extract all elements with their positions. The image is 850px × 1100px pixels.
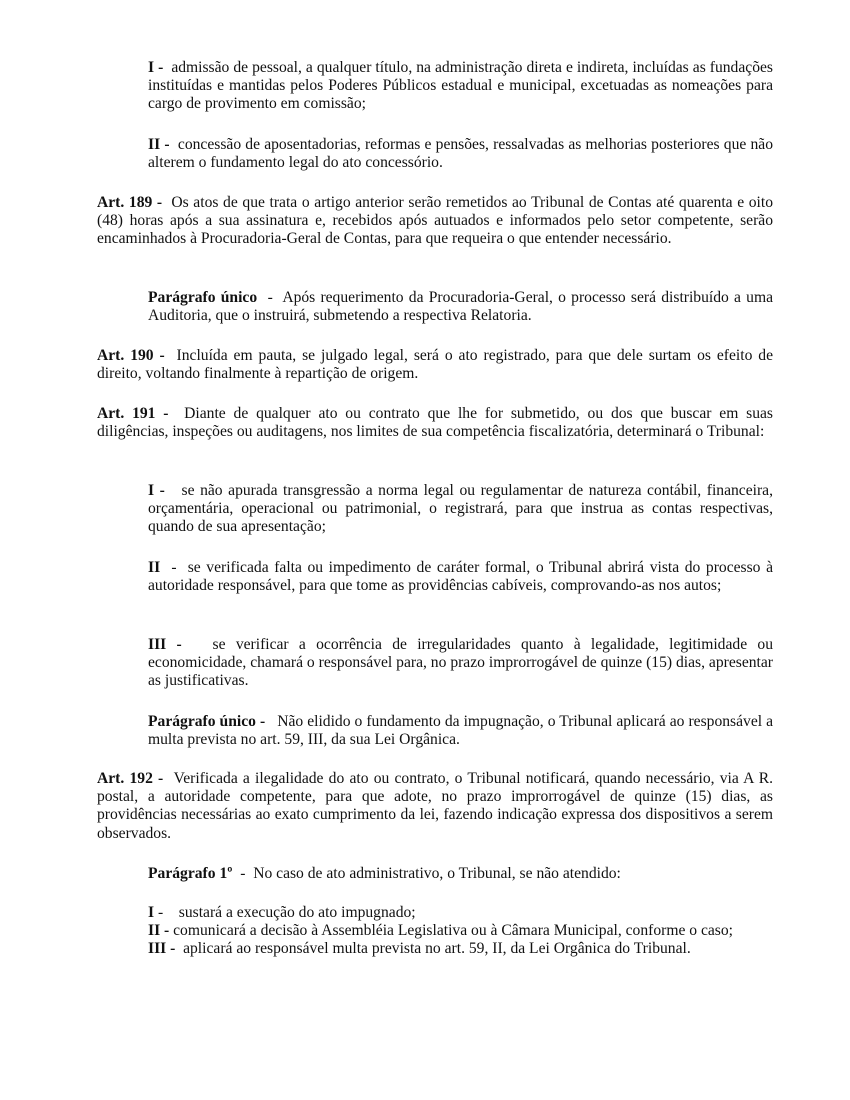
article-189	[97, 194, 773, 249]
paragraph-unico-189	[148, 289, 773, 325]
article-text: Os atos de que trata o artigo anterior serão remetidos ao Tribunal de Contas até quarenta e oito (48) horas após a sua assinatura e, recebidos após autuados e informados pelo setor competente, serão encaminhados à Procuradoria-Geral de Contas, para que requeira o que entender necessário.	[97, 194, 774, 248]
item-III-191	[148, 636, 773, 691]
list-item	[148, 940, 773, 958]
item-label: II	[148, 559, 161, 576]
item-text: se verificar a ocorrência de irregularidades quanto à legalidade, legitimidade ou economicidade, chamará o responsável para, no prazo improrrogável de quinze (15) dias, apresentar as justificativas.	[148, 636, 773, 690]
item-separator: -	[160, 559, 188, 576]
paragraph-text: Após requerimento da Procuradoria-Geral, o processo será distribuído a uma Auditoria, que o instruirá, submetendo a respectiva Relatoria.	[148, 289, 773, 325]
list-item-label: II -	[148, 922, 170, 940]
list-item	[148, 904, 773, 922]
item-text: se verificada falta ou impedimento de caráter formal, o Tribunal abrirá vista do processo à autoridade responsável, para que tome as providências cabíveis, comprovando-as nos autos;	[148, 559, 773, 595]
item-text: se não apurada transgressão a norma legal ou regulamentar de natureza contábil, financeira, orçamentária, operacional ou patrimonial, o registrará, para que instrua as contas respectivas, quando de sua apresentação;	[148, 482, 773, 536]
article-text: Verificada a ilegalidade do ato ou contrato, o Tribunal notificará, quando necessário, via A R. postal, a autoridade competente, para que adote, no prazo improrrogável de quinze (15) dias, as providências necessárias ao exato cumprimento da lei, fazendo indicação expressa dos dispositivos a serem observados.	[97, 770, 774, 842]
measures-list	[148, 904, 773, 959]
paragraph-text: No caso de ato administrativo, o Tribunal, se não atendido:	[253, 865, 621, 882]
paragraph-text: Não elidido o fundamento da impugnação, o Tribunal aplicará ao responsável a multa prevista no art. 59, III, da sua Lei Orgânica.	[148, 713, 774, 749]
list-item-text: aplicará ao responsável multa prevista no art. 59, II, da Lei Orgânica do Tribunal.	[183, 940, 691, 958]
paragraph-separator: -	[232, 865, 254, 882]
paragraph-unico-191	[148, 713, 773, 749]
list-item	[148, 922, 773, 940]
item-text: concessão de aposentadorias, reformas e pensões, ressalvadas as melhorias posteriores que não alterem o fundamento legal do ato concessório.	[148, 136, 773, 172]
paragraph-label: Parágrafo único	[148, 289, 258, 306]
item-label: I -	[148, 482, 165, 499]
list-item-separator: -	[154, 904, 179, 921]
article-label: Art. 191 -	[97, 405, 169, 422]
item-text: admissão de pessoal, a qualquer título, na administração direta e indireta, incluídas as fundações instituídas e mantidas pelos Poderes Públicos estadual e municipal, excetuadas as nomeações para cargo de provimento em comissão;	[148, 59, 773, 113]
list-item-text: sustará a execução do ato impugnado;	[178, 904, 416, 921]
list-item-text: comunicará a decisão à Assembléia Legislativa ou à Câmara Municipal, conforme o caso;	[173, 922, 734, 940]
list-item-label: III -	[148, 940, 176, 958]
paragraph-1-192	[148, 865, 773, 883]
item-I-191	[148, 482, 773, 537]
article-label: Art. 190 -	[97, 347, 165, 364]
paragraph-label: Parágrafo único -	[148, 713, 266, 730]
article-192	[97, 770, 773, 843]
item-II-191	[148, 559, 773, 595]
item-I-188	[148, 59, 773, 114]
article-190	[97, 347, 773, 383]
list-item-label: I	[148, 904, 155, 921]
paragraph-separator: -	[257, 289, 283, 306]
article-label: Art. 192 -	[97, 770, 164, 787]
article-text: Diante de qualquer ato ou contrato que lhe for submetido, ou dos que buscar em suas diligências, inspeções ou auditagens, nos limites de sua competência fiscalizatória, determinará o Tribunal:	[97, 405, 773, 441]
item-II-188	[148, 136, 773, 172]
item-label: III -	[148, 636, 182, 653]
article-text: Incluída em pauta, se julgado legal, será o ato registrado, para que dele surtam os efeito de direito, voltando finalmente à repartição de origem.	[97, 347, 774, 383]
paragraph-label: Parágrafo 1º	[148, 865, 233, 882]
item-label: I -	[148, 59, 164, 76]
article-label: Art. 189 -	[97, 194, 163, 211]
item-label: II -	[148, 136, 170, 153]
article-191	[97, 405, 773, 441]
